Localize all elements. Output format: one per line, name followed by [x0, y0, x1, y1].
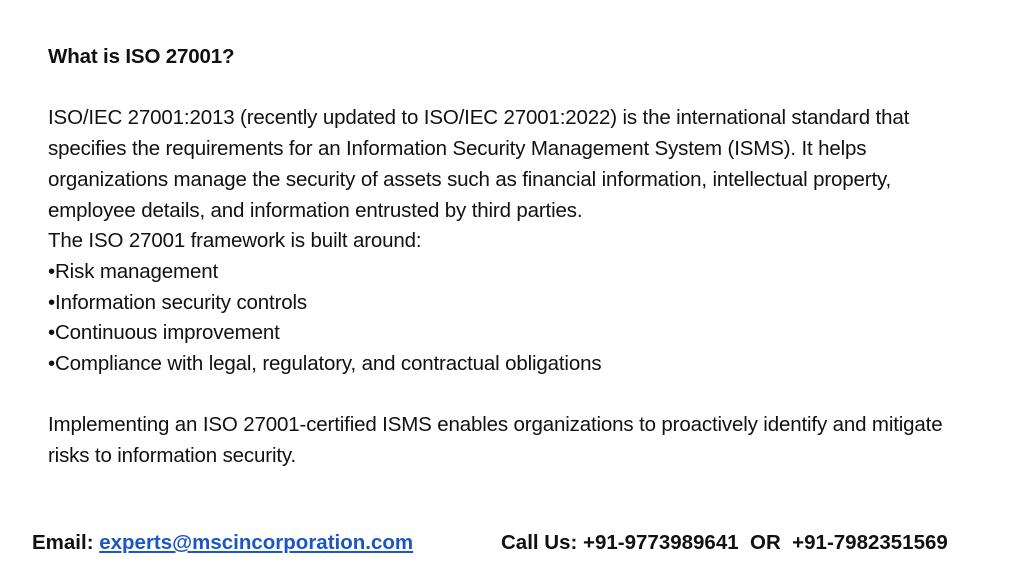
spacer — [48, 380, 978, 411]
list-item-text: Information security controls — [55, 290, 308, 314]
footer — [0, 526, 1024, 560]
list-item-text: Risk management — [55, 259, 218, 283]
list-item — [48, 288, 978, 319]
closing-paragraph: Implementing an ISO 27001-certified ISMS enables organizations to proactively identify and mitigate risks to information security. — [48, 413, 943, 468]
page-title: What is ISO 27001? — [48, 45, 235, 68]
intro-paragraph: ISO/IEC 27001:2013 (recently updated to ISO/IEC 27001:2022) is the international standard that specifies the requirements for an Information Security Management System (ISMS). It helps organizations manage the security of assets such as financial information, intellectual property, employee details, and information entrusted by third parties. — [48, 106, 910, 222]
content-area — [48, 42, 978, 472]
footer-phone: Call Us: +91-9773989641 OR +91-7982351569 — [501, 531, 948, 554]
bullet-icon: • — [48, 321, 56, 345]
footer-email — [32, 526, 413, 560]
list-item — [48, 257, 978, 288]
framework-intro: The ISO 27001 framework is built around: — [48, 229, 422, 253]
list-item-text: Compliance with legal, regulatory, and contractual obligations — [55, 352, 602, 376]
email-link[interactable]: experts@mscincorporation.com — [99, 531, 414, 554]
bullet-icon: • — [48, 352, 56, 376]
list-item — [48, 349, 978, 380]
list-item-text: Continuous improvement — [55, 321, 280, 345]
list-item — [48, 318, 978, 349]
email-label: Email: — [32, 531, 100, 554]
bullet-list — [48, 257, 978, 380]
bullet-icon: • — [48, 259, 56, 283]
spacer — [48, 73, 978, 104]
bullet-icon: • — [48, 290, 56, 314]
